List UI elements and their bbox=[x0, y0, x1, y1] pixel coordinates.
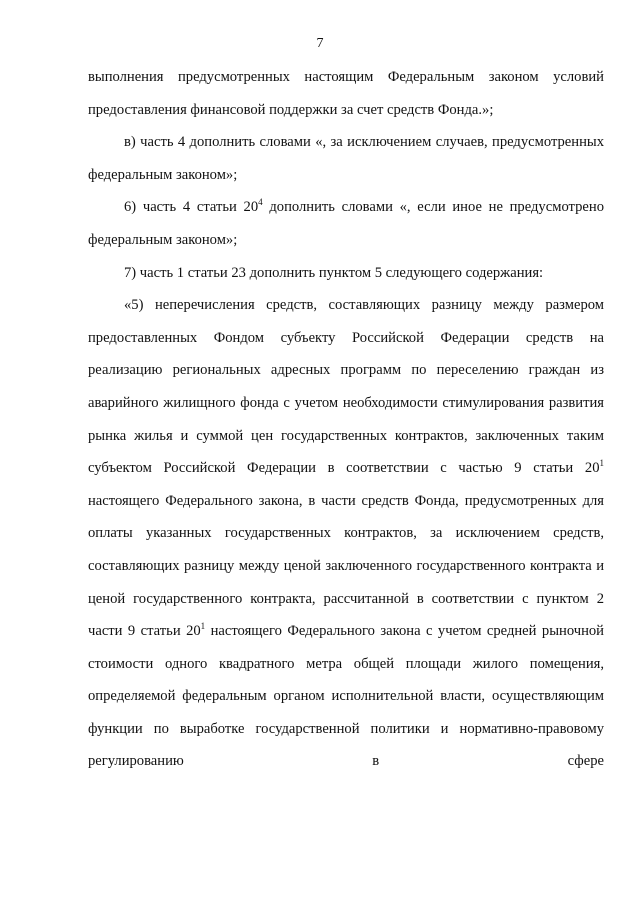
quoted-item-5-segment-3: настоящего Федерального закона с учетом средней рыночной стоимости одного квадратного метра общей площади жилого помещения, определяемой федеральным органом исполнительной власти, осуществляющим функции по выработке государственной политики и нормативно-правовому регулированию в сфере bbox=[88, 623, 604, 770]
paragraph-item-v: в) часть 4 дополнить словами «, за исключением случаев, предусмотренных федеральным законом»; bbox=[88, 134, 604, 183]
page-number: 7 bbox=[316, 36, 324, 51]
quoted-item-5-segment-2: настоящего Федерального закона, в части средств Фонда, предусмотренных для оплаты указанных государственных контрактов, за исключением средств, составляющих разницу между ценой заключенного государственного контракта и ценой государственного контракта, рассчитанной в соответствии с пунктом 2 части 9 статьи 20 bbox=[88, 492, 604, 640]
quoted-item-5-segment-1: «5) неперечисления средств, составляющих разницу между размером предоставленных Фондом субъекту Российской Федерации средств на реализацию региональных адресных программ по переселению граждан из аварийного жилищного фонда с учетом необходимости стимулирования развития рынка жилья и суммой цен государственных контрактов, заключенных таким субъектом Российской Федерации в соответствии с частью 9 статьи 20 bbox=[88, 297, 604, 477]
paragraph-item-6-text-before: 6) часть 4 статьи 20 bbox=[124, 199, 259, 216]
paragraph-continuation: выполнения предусмотренных настоящим Федеральным законом условий предоставления финансовой поддержки за счет средств Фонда.»; bbox=[88, 69, 604, 118]
document-body bbox=[88, 61, 604, 778]
paragraph-quoted-item-5 bbox=[88, 289, 604, 778]
superscript: 1 bbox=[599, 458, 604, 469]
superscript: 1 bbox=[200, 621, 206, 632]
paragraph-item-6 bbox=[88, 191, 604, 256]
paragraph-item-6-text-after: дополнить словами «, если иное не предусмотрено федеральным законом»; bbox=[88, 199, 604, 248]
superscript: 4 bbox=[258, 197, 263, 208]
paragraph-item-7: 7) часть 1 статьи 23 дополнить пунктом 5 следующего содержания: bbox=[124, 264, 544, 281]
